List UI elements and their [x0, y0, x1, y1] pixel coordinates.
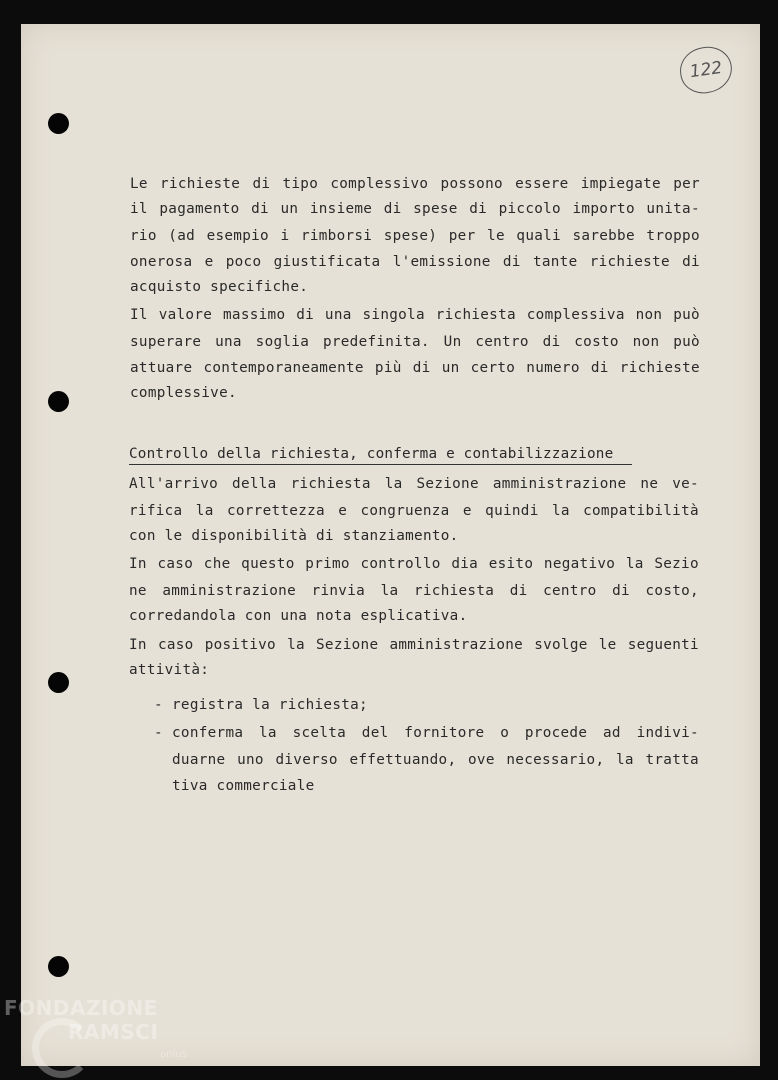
watermark-line-2: RAMSCI [68, 1020, 159, 1044]
text-line: acquisto specifiche. [130, 279, 309, 295]
page-number: 122 [677, 44, 735, 97]
watermark-line-1: FONDAZIONE [4, 996, 158, 1020]
text-line: In caso che questo primo controllo dia esito negativo la Sezio [129, 556, 699, 572]
text-line: attuare contemporaneamente più di un certo numero di richieste [130, 360, 700, 376]
text-line: superare una soglia predefinita. Un centro di costo non può [130, 334, 700, 350]
punch-hole [48, 672, 69, 693]
watermark-line-3: onlus [160, 1049, 187, 1060]
text-line: Il valore massimo di una singola richiesta complessiva non può [130, 307, 700, 323]
text-line: il pagamento di un insieme di spese di piccolo importo unita- [130, 201, 700, 217]
bullet-text: duarne uno diverso effettuando, ove necessario, la tratta [172, 752, 699, 768]
text-line: In caso positivo la Sezione amministrazione svolge le seguenti [129, 637, 699, 653]
text-line: Le richieste di tipo complessivo possono essere impiegate per [130, 176, 700, 192]
text-line: ne amministrazione rinvia la richiesta di centro di costo, [129, 583, 699, 599]
text-line: con le disponibilità di stanziamento. [129, 528, 459, 544]
watermark-logo [4, 996, 204, 1076]
text-line: rio (ad esempio i rimborsi spese) per le quali sarebbe troppo [130, 228, 700, 244]
text-line: All'arrivo della richiesta la Sezione amministrazione ne ve- [129, 476, 699, 492]
text-line: attività: [129, 662, 210, 678]
bullet-text: tiva commerciale [172, 778, 315, 794]
bullet-dash: - [154, 725, 163, 741]
bullet-dash: - [154, 697, 163, 713]
bullet-text: conferma la scelta del fornitore o procede ad indivi- [172, 725, 699, 741]
text-line: corredandola con una nota esplicativa. [129, 608, 468, 624]
section-heading: Controllo della richiesta, conferma e contabilizzazione [129, 447, 632, 465]
text-line: onerosa e poco giustificata l'emissione di tante richieste di [130, 254, 700, 270]
text-line: complessive. [130, 385, 237, 401]
punch-hole [48, 391, 69, 412]
punch-hole [48, 113, 69, 134]
document-page [21, 24, 760, 1066]
text-line: rifica la correttezza e congruenza e quindi la compatibilità [129, 503, 699, 519]
bullet-text: registra la richiesta; [172, 697, 368, 713]
punch-hole [48, 956, 69, 977]
